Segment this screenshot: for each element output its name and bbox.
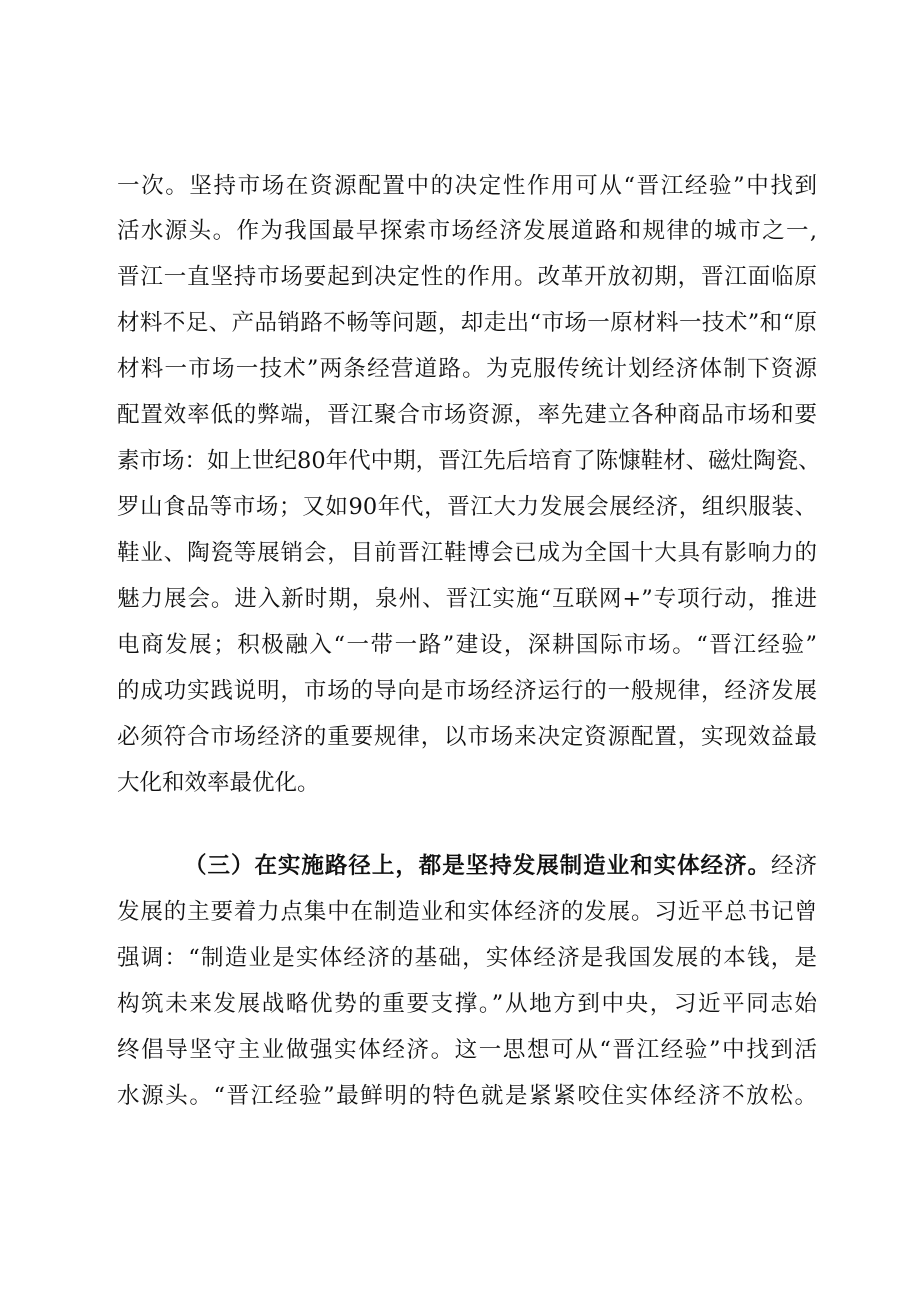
text-line: 魅力展会。进入新时期，泉州、晋江实施“互联网+”专项行动，推进 xyxy=(117,586,817,612)
text-line: 必须符合市场经济的重要规律，以市场来决定资源配置，实现效益最 xyxy=(117,724,817,750)
text-line: 发展的主要着力点集中在制造业和实体经济的发展。习近平总书记曾 xyxy=(117,899,817,925)
heading-continuation: 经济 xyxy=(771,853,817,879)
text-line: 罗山食品等市场；又如90年代，晋江大力发展会展经济，组织服装、 xyxy=(117,494,817,520)
text-line: 水源头。“晋江经验”最鲜明的特色就是紧紧咬住实体经济不放松。 xyxy=(117,1083,817,1109)
text-line: 素市场：如上世纪80年代中期，晋江先后培育了陈慷鞋材、磁灶陶瓷、 xyxy=(117,448,821,474)
text-line: 晋江一直坚持市场要起到决定性的作用。改革开放初期，晋江面临原 xyxy=(117,264,817,290)
text-line: 强调：“制造业是实体经济的基础，实体经济是我国发展的本钱，是 xyxy=(117,945,817,971)
text-line: 的成功实践说明，市场的导向是市场经济运行的一般规律，经济发展 xyxy=(117,678,817,704)
text-line: 电商发展；积极融入“一带一路”建设，深耕国际市场。“晋江经验” xyxy=(117,632,817,658)
text-line: 材料不足、产品销路不畅等问题，却走出“市场一原材料一技术”和“原 xyxy=(117,310,817,336)
text-line: 活水源头。作为我国最早探索市场经济发展道路和规律的城市之一, xyxy=(117,218,817,244)
text-line: 一次。坚持市场在资源配置中的决定性作用可从“晋江经验”中找到 xyxy=(117,173,817,199)
text-line: 大化和效率最优化。 xyxy=(117,770,320,796)
text-line: 配置效率低的弊端，晋江聚合市场资源，率先建立各种商品市场和要 xyxy=(117,402,817,428)
section-heading: （三）在实施路径上，都是坚持发展制造业和实体经济。 xyxy=(184,853,771,879)
section-heading-line xyxy=(184,845,817,887)
text-line: 构筑未来发展战略优势的重要支撑。”从地方到中央，习近平同志始 xyxy=(117,991,817,1017)
text-line: 鞋业、陶瓷等展销会，目前晋江鞋博会已成为全国十大具有影响力的 xyxy=(117,540,817,566)
text-line: 材料一市场一技术”两条经营道路。为克服传统计划经济体制下资源 xyxy=(117,356,817,382)
text-line: 终倡导坚守主业做强实体经济。这一思想可从“晋江经验”中找到活 xyxy=(117,1037,817,1063)
